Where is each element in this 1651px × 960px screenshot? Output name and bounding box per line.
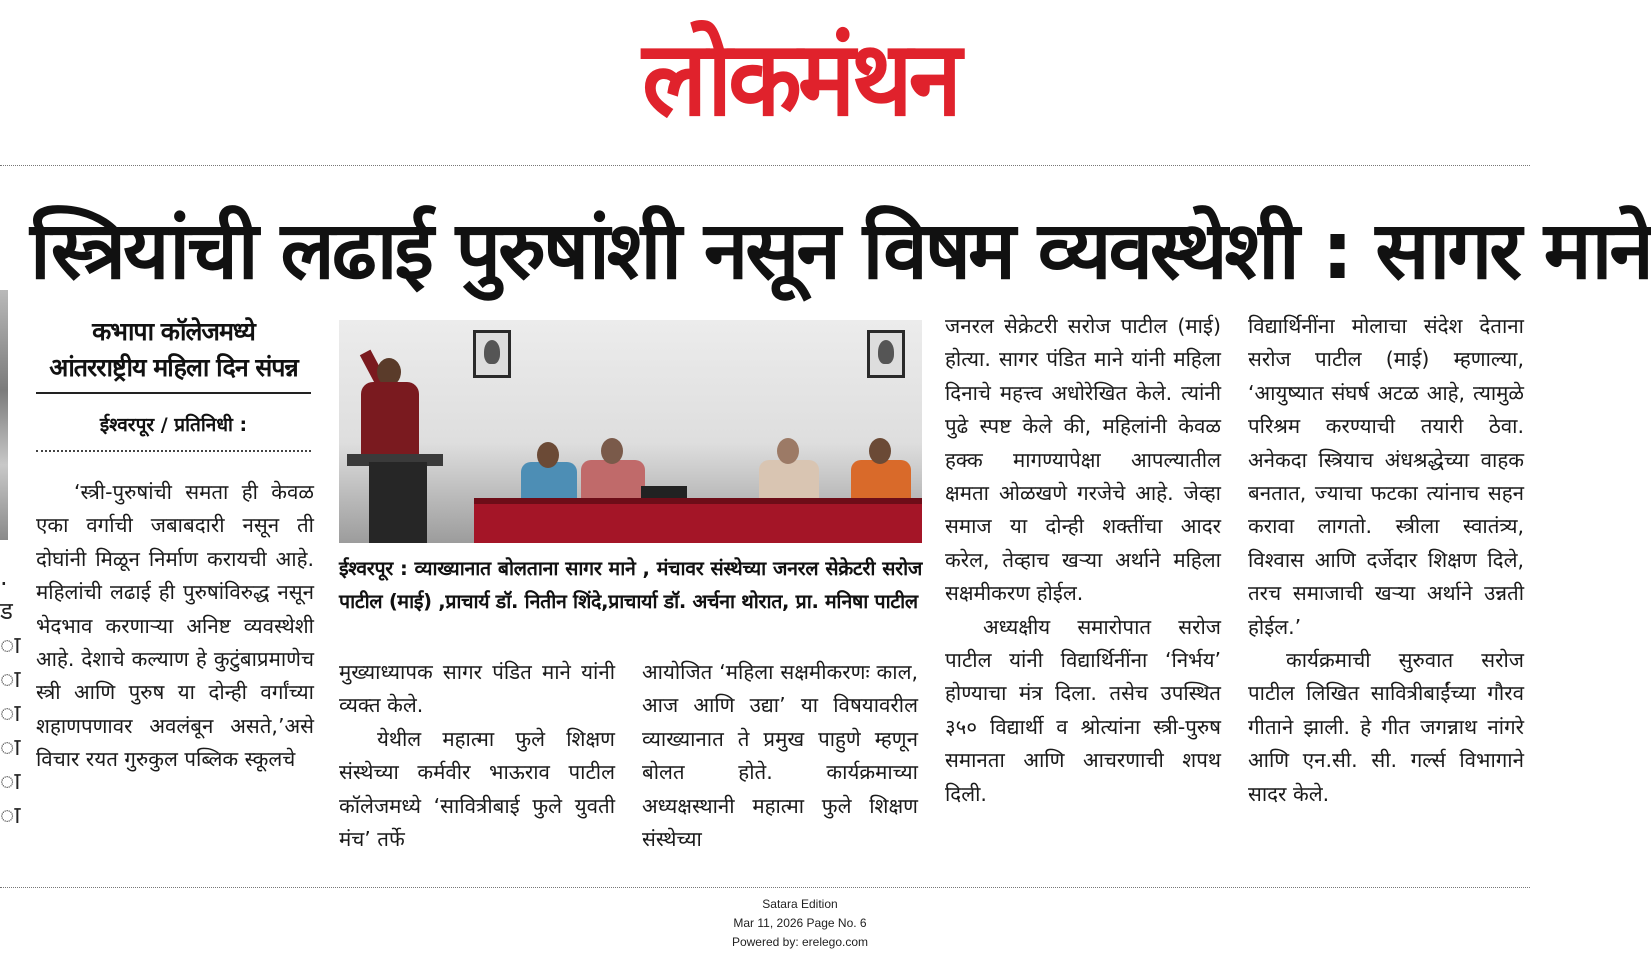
paragraph: कार्यक्रमाची सुरुवात सरोज पाटील लिखित सावित्रीबाईंच्या गौरव गीताने झाली. हे गीत जगन्नाथ नांगरे आणि एन.सी. सी. गर्ल्स विभागाने सादर केले. [1248, 648, 1524, 806]
dais-guest-figure [601, 438, 623, 464]
subheading-line-1: कभापा कॉलेजमध्ये [92, 317, 255, 346]
paragraph: अध्यक्षीय समारोपात सरोज पाटील यांनी विद्यार्थिनींना ‘निर्भय’ होण्याचा मंत्र दिला. तसेच उपस्थित ३५० विद्यार्थी व श्रोत्यांना स्त्री-पुरुष समानता आणि आचरणाची शपथ दिली. [945, 614, 1221, 806]
dais-table [474, 504, 922, 543]
article-column-2 [339, 656, 615, 866]
page-footer [680, 895, 920, 952]
article-subheading [36, 314, 311, 394]
portrait-frame-icon [473, 330, 511, 378]
bottom-divider [0, 887, 1530, 888]
dais-guest-figure [759, 460, 819, 502]
adjacent-article-photo-edge [0, 290, 8, 540]
article-column-1 [36, 476, 314, 866]
masthead [600, 6, 1000, 151]
event-photo [339, 320, 922, 543]
dais-guest-figure [777, 438, 799, 464]
podium [369, 462, 427, 543]
dateline: ईश्वरपूर / प्रतिनिधी : [36, 410, 311, 452]
subheading-line-2: आंतरराष्ट्रीय महिला दिन संपन्न [49, 353, 298, 382]
portrait-frame-icon [867, 330, 905, 378]
article-headline: स्त्रियांची लढाई पुरुषांशी नसून विषम व्यवस्थेशी : सागर माने [30, 204, 1651, 297]
speaker-figure [361, 382, 419, 462]
edition-label: Satara Edition [762, 897, 838, 911]
paragraph: ‘स्त्री-पुरुषांची समता ही केवळ एका वर्गाची जबाबदारी नसून ती दोघांनी मिळून निर्माण करायची आहे. महिलांची लढाई ही पुरुषांविरुद्ध नसून भेदभाव करणाऱ्या अनिष्ट व्यवस्थेशी आहे. देशाचे कल्याण हे कुटुंबाप्रमाणेच स्त्री आणि पुरुष या दोन्ही वर्गांच्या शहाणपणावर अवलंबून असते,’असे विचार रयत गुरुकुल पब्लिक स्कूलचे [36, 480, 314, 772]
photo-caption: ईश्वरपूर : व्याख्यानात बोलताना सागर माने , मंचावर संस्थेच्या जनरल सेक्रेटरी सरोज पाटील (माई) ,प्राचार्य डॉ. नितीन शिंदे,प्राचार्या डॉ. अर्चना थोरात, प्रा. मनिषा पाटील [339, 557, 922, 613]
paragraph: मुख्याध्यापक सागर पंडित माने यांनी व्यक्त केले. [339, 660, 615, 718]
dais-guest-figure [581, 460, 645, 502]
article-column-5 [1248, 310, 1524, 866]
paragraph: विद्यार्थिनींना मोलाचा संदेश देताना सरोज पाटील (माई) म्हणाल्या, ‘आयुष्यात संघर्ष अटळ आहे, त्यामुळे परिश्रम करण्याची तयारी ठेवा. अनेकदा स्त्रियाच अंधश्रद्धेच्या वाहक बनतात, ज्याचा फटका त्यांनाच सहन करावा लागतो. स्त्रीला स्वातंत्र्य, विश्वास आणि दर्जेदार शिक्षण दिले, तरच समाजाची खऱ्या अर्थाने उन्नती होईल.’ [1248, 314, 1524, 639]
dais-guest-figure [869, 438, 891, 464]
top-divider [0, 165, 1530, 166]
article-column-4 [945, 310, 1221, 866]
date-page-label: Mar 11, 2026 Page No. 6 [733, 916, 867, 930]
paragraph: आयोजित ‘महिला सक्षमीकरणः काल, आज आणि उद्या’ या विषयावरील व्याख्यानात ते प्रमुख पाहुणे म्हणून बोलत होते. कार्यक्रमाच्या अध्यक्षस्थानी महात्मा फुले शिक्षण संस्थेच्या [642, 660, 918, 852]
newspaper-logo: लोकमंथन [642, 16, 958, 139]
paragraph: जनरल सेक्रेटरी सरोज पाटील (माई) होत्या. सागर पंडित माने यांनी महिला दिनाचे महत्त्व अधोरेखित केले. त्यांनी पुढे स्पष्ट केले की, महिलांनी केवळ हक्क मागण्यापेक्षा आपल्यातील क्षमता ओळखणे गरजेचे आहे. जेव्हा समाज या दोन्ही शक्तींचा आदर करेल, तेव्हाच खऱ्या अर्थाने महिला सक्षमीकरण होईल. [945, 314, 1221, 606]
dais-guest-figure [521, 462, 577, 502]
adjacent-article-text-edge: . ड ा ा ा ा ा ा [0, 563, 21, 829]
paragraph: येथील महात्मा फुले शिक्षण संस्थेच्या कर्मवीर भाऊराव पाटील कॉलेजमध्ये ‘सावित्रीबाई फुले युवती मंच’ तर्फे [339, 726, 615, 852]
article-column-3 [642, 656, 918, 866]
powered-by-label: Powered by: erelego.com [731, 935, 869, 949]
dais-guest-figure [537, 442, 559, 468]
dais-guest-figure [851, 460, 911, 502]
